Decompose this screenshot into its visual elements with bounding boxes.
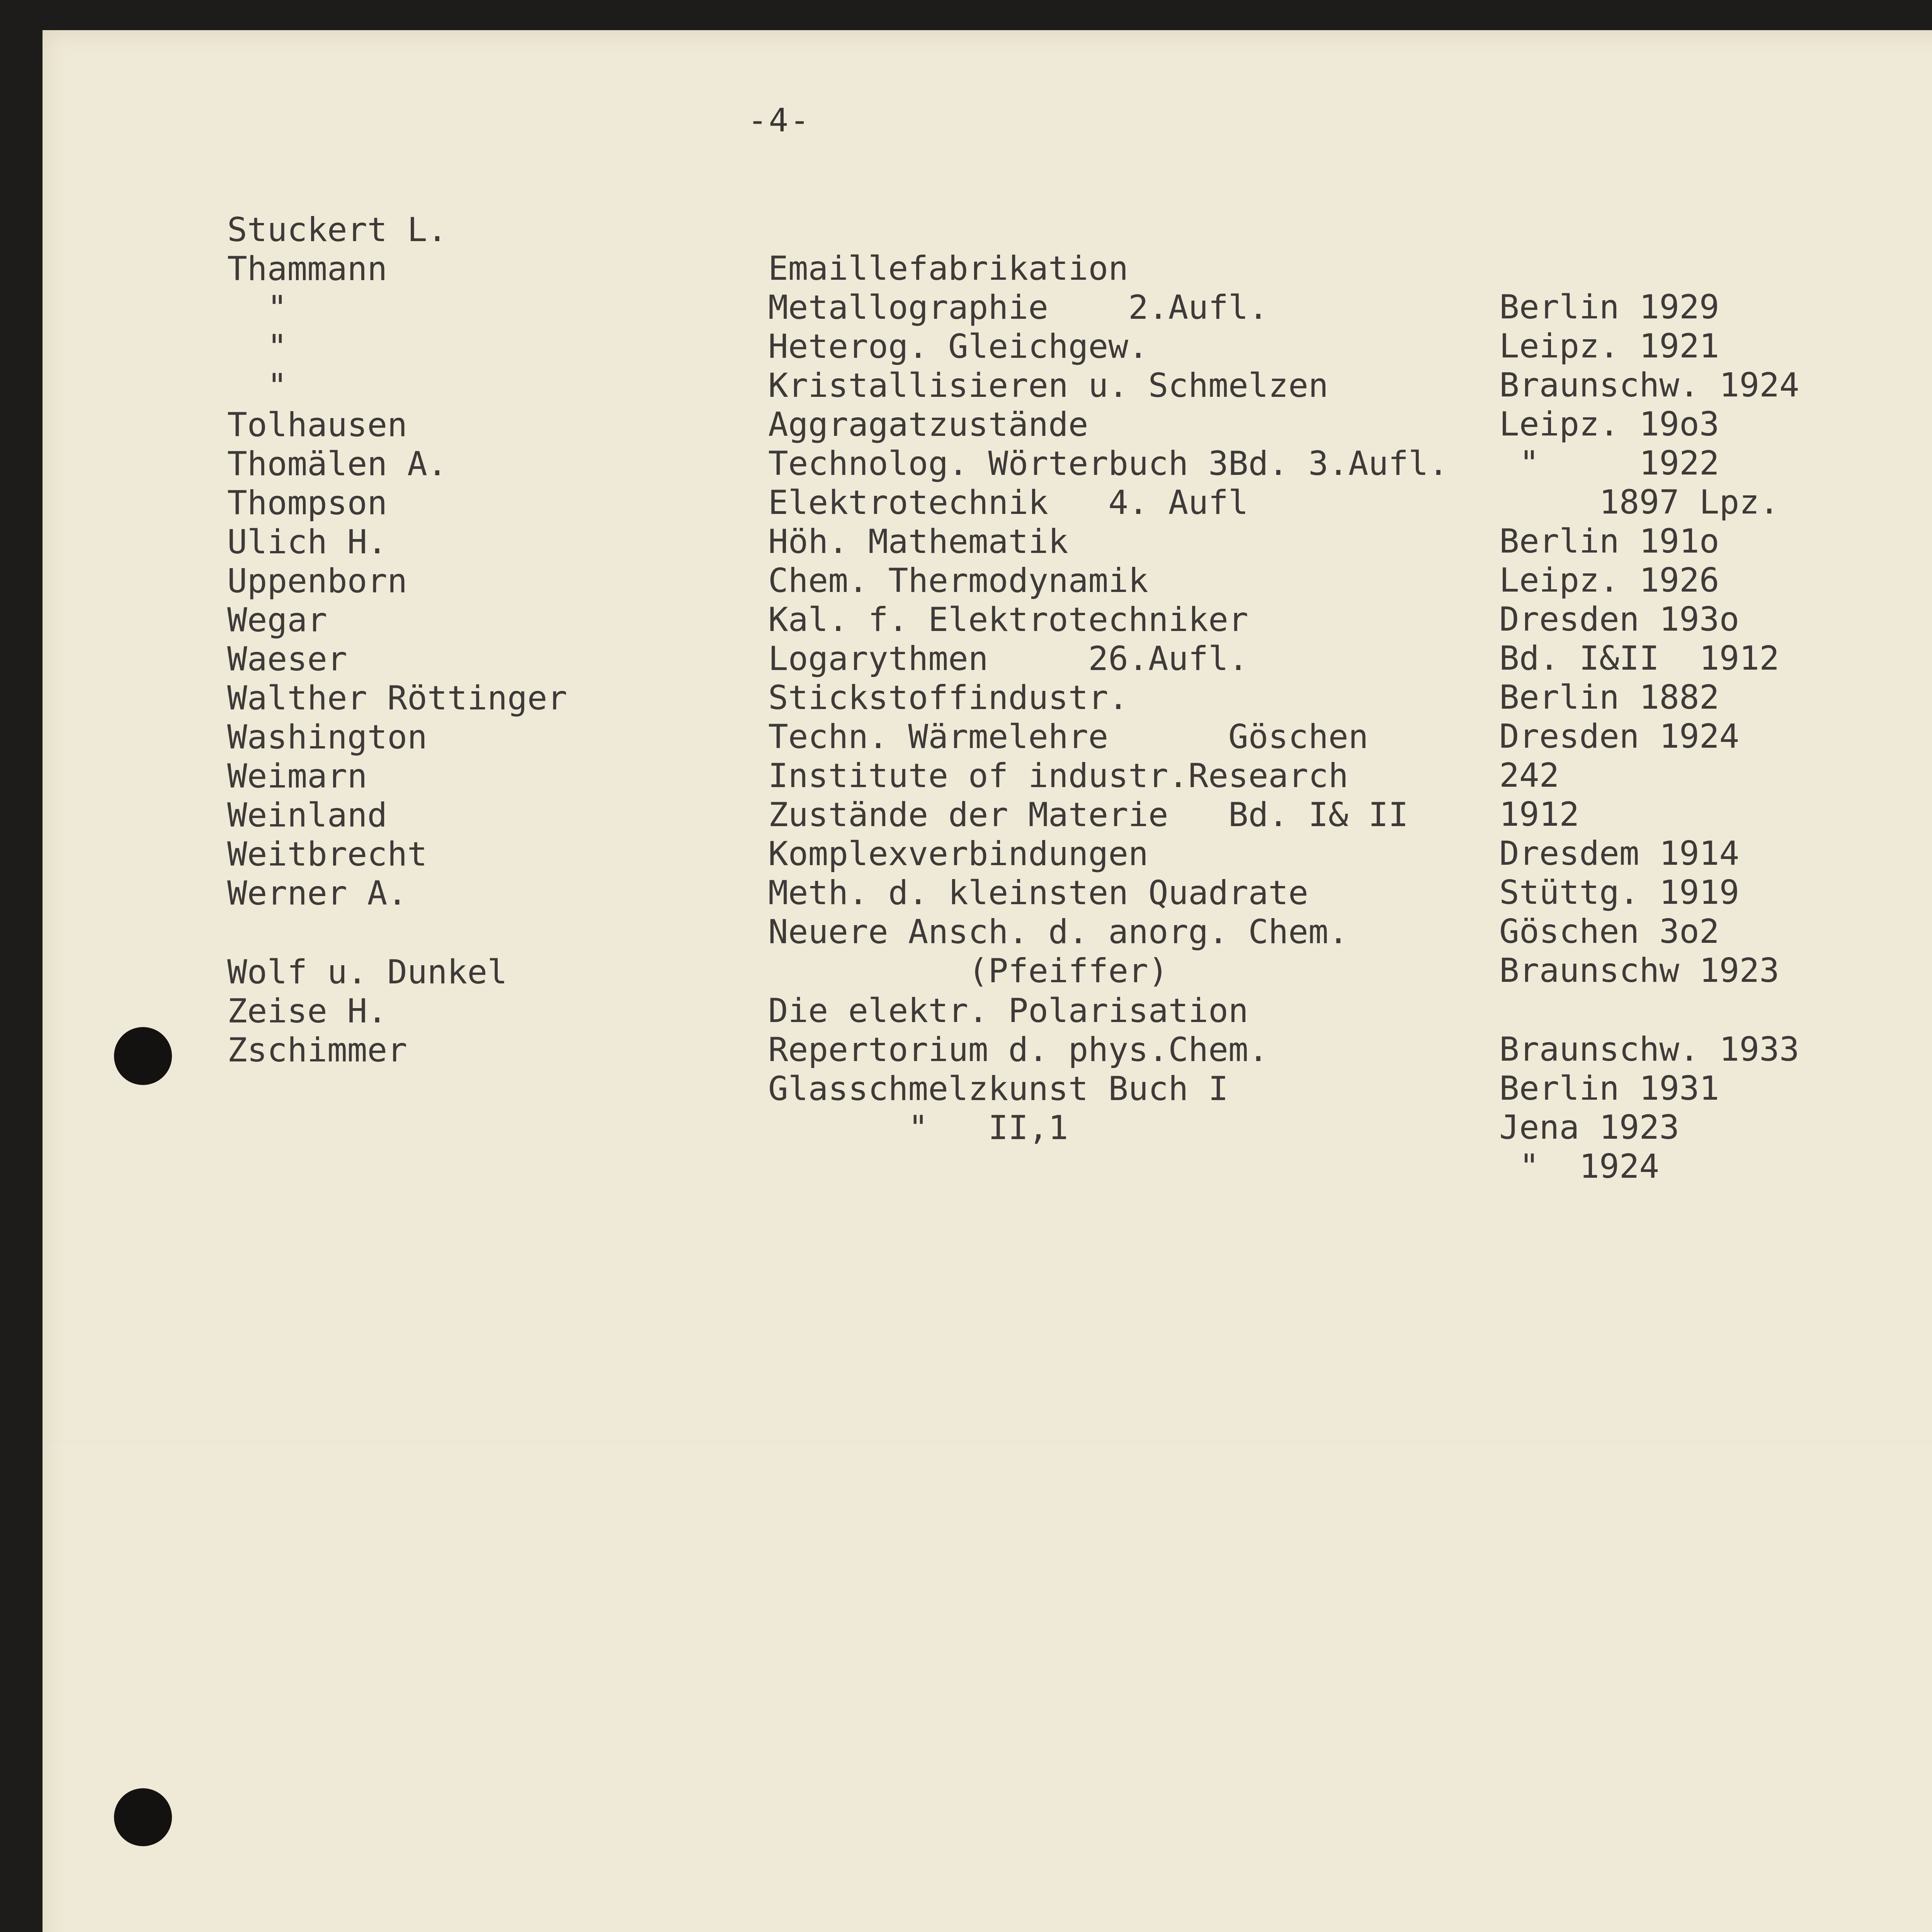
- entry-title: Höh. Mathematik: [768, 522, 1068, 561]
- entry-author: ": [227, 289, 287, 327]
- entry-author: Walther Röttinger: [227, 679, 568, 718]
- entry-author: Washington: [227, 718, 427, 757]
- entry-author: Tolhausen: [227, 406, 407, 444]
- entry-title: Aggragatzustände: [768, 405, 1088, 444]
- entry-author: ": [227, 367, 287, 405]
- entry-publication: " 1922: [1499, 444, 1719, 483]
- entry-title: Techn. Wärmelehre Göschen: [768, 718, 1369, 756]
- entry-title: Heterog. Gleichgew.: [768, 327, 1148, 366]
- entry-author: Werner A.: [227, 874, 407, 913]
- entry-publication: Braunschw. 1924: [1499, 366, 1799, 405]
- page-number: -4-: [748, 101, 811, 139]
- entry-publication: Braunschw 1923: [1499, 951, 1779, 990]
- entry-title: (Pfeiffer): [768, 952, 1168, 990]
- punch-hole-bottom: [114, 1788, 172, 1846]
- entry-author: Weinland: [227, 796, 388, 835]
- entry-publication: Dresden 193o: [1499, 600, 1740, 639]
- entry-author: Waeser: [227, 640, 347, 679]
- entry-publication: Leipz. 19o3: [1499, 405, 1719, 444]
- punch-hole-top: [114, 1027, 172, 1085]
- entry-title: Logarythmen 26.Aufl.: [768, 639, 1248, 678]
- entry-publication: 1897 Lpz.: [1499, 483, 1779, 522]
- entry-author: Zeise H.: [227, 992, 388, 1031]
- entry-publication: Bd. I&II 1912: [1499, 639, 1779, 678]
- entry-author: Stuckert L.: [227, 211, 447, 249]
- entry-author: Thompson: [227, 484, 388, 522]
- entry-publication: Göschen 3o2: [1499, 912, 1719, 951]
- entry-title: Glasschmelzkunst Buch I: [768, 1070, 1228, 1108]
- entry-publication: Berlin 191o: [1499, 522, 1719, 561]
- entry-publication: Dresden 1924: [1499, 717, 1740, 756]
- entry-author: Zschimmer: [227, 1031, 407, 1070]
- entry-publication: Leipz. 1926: [1499, 561, 1719, 600]
- entry-author: Weitbrecht: [227, 835, 427, 874]
- entry-author: Wegar: [227, 601, 327, 639]
- entry-title: Chem. Thermodynamik: [768, 561, 1148, 600]
- entry-title: Repertorium d. phys.Chem.: [768, 1031, 1269, 1069]
- entry-title: Zustände der Materie Bd. I& II: [768, 796, 1408, 834]
- entry-title: Elektrotechnik 4. Aufl: [768, 483, 1248, 522]
- entry-author: Thammann: [227, 250, 388, 288]
- entry-publication: Berlin 1931: [1499, 1069, 1719, 1108]
- entry-author: Weimarn: [227, 757, 367, 796]
- entry-author: Wolf u. Dunkel: [227, 953, 507, 992]
- entry-title: Komplexverbindungen: [768, 835, 1148, 873]
- entry-publication: Braunschw. 1933: [1499, 1030, 1799, 1069]
- entry-title: Meth. d. kleinsten Quadrate: [768, 874, 1308, 912]
- entry-title: Die elektr. Polarisation: [768, 992, 1248, 1030]
- entry-publication: Dresdem 1914: [1499, 834, 1740, 873]
- entry-title: Neuere Ansch. d. anorg. Chem.: [768, 913, 1349, 951]
- entry-title: " II,1: [768, 1109, 1068, 1147]
- entry-publication: Berlin 1882: [1499, 678, 1719, 717]
- entry-publication: " 1924: [1499, 1147, 1660, 1186]
- entry-author: ": [227, 328, 287, 366]
- entry-publication: Berlin 1929: [1499, 288, 1719, 327]
- fold-line: [43, 1440, 1932, 1443]
- entry-publication: Stüttg. 1919: [1499, 873, 1740, 912]
- entry-title: Emaillefabrikation: [768, 249, 1128, 288]
- entry-title: Technolog. Wörterbuch 3Bd. 3.Aufl.: [768, 444, 1449, 483]
- entry-publication: Jena 1923: [1499, 1108, 1679, 1147]
- entry-author: Ulich H.: [227, 523, 388, 561]
- entry-title: Stickstoffindustr.: [768, 679, 1128, 717]
- entry-title: Kal. f. Elektrotechniker: [768, 600, 1248, 639]
- entry-publication: 242: [1499, 756, 1560, 795]
- entry-title: Metallographie 2.Aufl.: [768, 288, 1269, 327]
- entry-publication: Leipz. 1921: [1499, 327, 1719, 366]
- entry-publication: 1912: [1499, 795, 1580, 834]
- entry-author: Uppenborn: [227, 562, 407, 600]
- entry-title: Institute of industr.Research: [768, 757, 1349, 795]
- entry-title: Kristallisieren u. Schmelzen: [768, 366, 1328, 405]
- entry-author: Thomälen A.: [227, 445, 447, 483]
